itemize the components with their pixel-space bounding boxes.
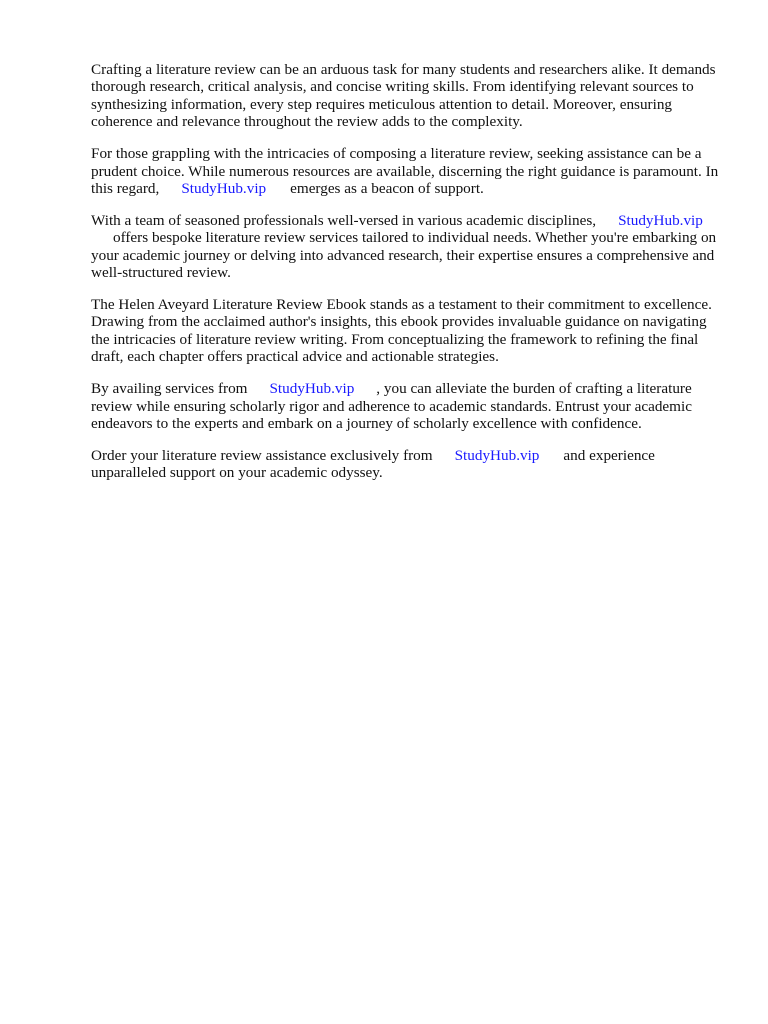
document-body — [91, 61, 723, 496]
studyhub-link[interactable]: StudyHub.vip — [181, 179, 267, 197]
paragraph-ebook — [91, 296, 723, 366]
paragraph-text-before: For those grappling with the intricacies of composing a literature review, seeking assistance can be a prudent choice. While numerous resources are available, discerning the right guidance is paramount. In this regard, — [91, 145, 723, 197]
paragraph-text-after: emerges as a beacon of support. — [290, 179, 484, 197]
paragraph-text-after: and experience unparalleled support on your academic odyssey. — [91, 446, 659, 482]
paragraph-text-before: With a team of seasoned professionals well-versed in various academic disciplines, — [91, 211, 597, 229]
paragraph-intro — [91, 61, 723, 131]
paragraph-services — [91, 380, 723, 432]
paragraph-text-before: Order your literature review assistance exclusively from — [91, 446, 433, 464]
studyhub-link[interactable]: StudyHub.vip — [618, 211, 703, 229]
paragraph-text-before: By availing services from — [91, 380, 248, 398]
paragraph-team — [91, 212, 723, 282]
paragraph-text-after: , you can alleviate the burden of crafting a literature review while ensuring scholarly rigor and adherence to academic standards. Entrust your academic endeavors to the experts and embark on a journey of scholarly excellence with confidence. — [91, 380, 696, 432]
studyhub-link[interactable]: StudyHub.vip — [454, 446, 540, 464]
paragraph-text: The Helen Aveyard Literature Review Ebook stands as a testament to their commitment to excellence. Drawing from the acclaimed author's insights, this ebook provides invaluable guidance on navigating the intricacies of literature review writing. From conceptualizing the framework to refining the final draft, each chapter offers practical advice and actionable strategies. — [91, 295, 716, 366]
paragraph-text: Crafting a literature review can be an arduous task for many students and researchers alike. It demands thorough research, critical analysis, and concise writing skills. From identifying relevant sources to synthesizing information, every step requires meticulous attention to detail. Moreover, ensuring coherence and relevance throughout the review adds to the complexity. — [91, 61, 720, 131]
studyhub-link[interactable]: StudyHub.vip — [269, 380, 355, 398]
paragraph-assistance — [91, 145, 723, 197]
paragraph-order — [91, 447, 723, 482]
paragraph-text-after: offers bespoke literature review services tailored to individual needs. Whether you're embarking on your academic journey or delving into advanced research, their expertise ensures a comprehensive and well-structured review. — [91, 229, 720, 282]
